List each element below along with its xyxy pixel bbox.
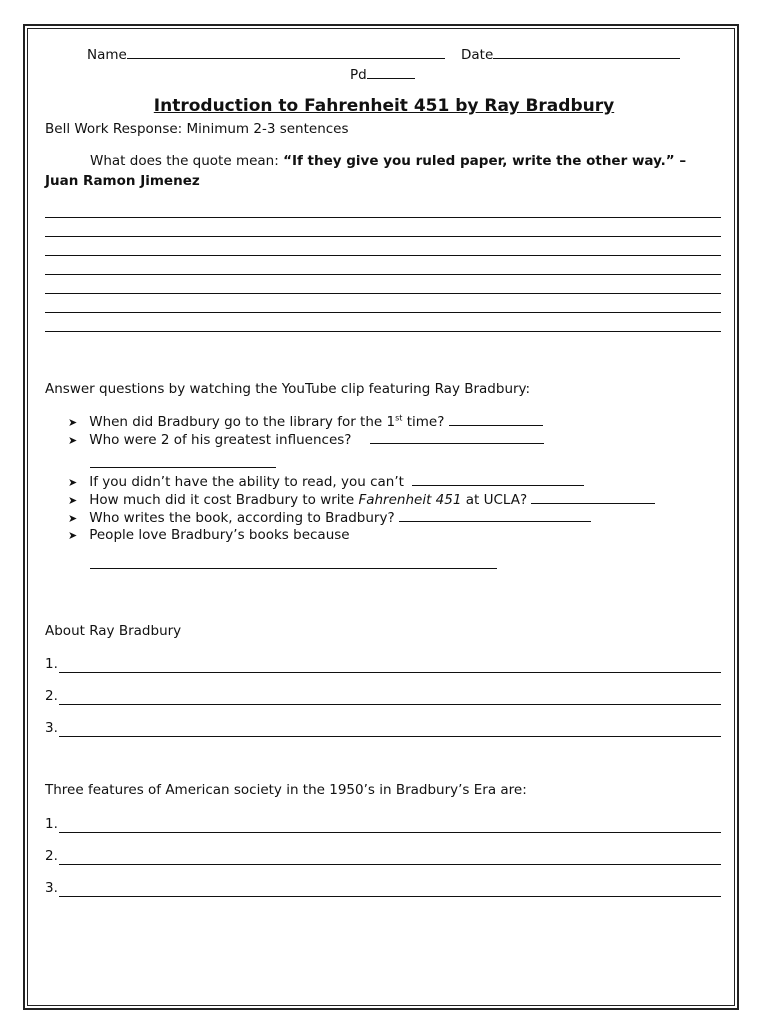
arrow-bullet-icon: ➤ — [68, 512, 78, 525]
question-item: ➤ If you didn’t have the ability to read, you can’t — [68, 472, 584, 492]
date-field[interactable] — [461, 45, 680, 64]
page-title: Introduction to Fahrenheit 451 by Ray Bradbury — [153, 96, 615, 116]
answer-blank-continued[interactable] — [90, 467, 276, 468]
answer-blank[interactable] — [449, 412, 543, 426]
answer-line[interactable] — [59, 658, 721, 673]
answer-blank[interactable] — [399, 508, 591, 522]
response-line-7[interactable] — [45, 331, 721, 332]
answer-line[interactable] — [59, 690, 721, 705]
response-line-2[interactable] — [45, 236, 721, 237]
period-label: Pd — [350, 67, 367, 83]
answer-blank[interactable] — [412, 472, 584, 486]
period-blank[interactable] — [367, 65, 415, 79]
arrow-bullet-icon: ➤ — [68, 529, 78, 542]
question-item: ➤ Who were 2 of his greatest influences? — [68, 430, 544, 450]
quote-line — [90, 152, 686, 170]
answer-line[interactable] — [59, 882, 721, 897]
answer-blank[interactable] — [370, 430, 544, 444]
name-label: Name — [87, 47, 127, 63]
arrow-bullet-icon: ➤ — [68, 476, 78, 489]
about-item-1[interactable]: 1. — [45, 655, 721, 673]
answer-line[interactable] — [59, 722, 721, 737]
period-field[interactable] — [350, 65, 415, 84]
about-heading: About Ray Bradbury — [45, 623, 182, 639]
name-field[interactable] — [87, 45, 445, 64]
arrow-bullet-icon: ➤ — [68, 434, 78, 447]
about-item-2[interactable]: 2. — [45, 687, 721, 705]
features-item-1[interactable]: 1. — [45, 815, 721, 833]
response-line-3[interactable] — [45, 255, 721, 256]
quote-author: Juan Ramon Jimenez — [45, 173, 200, 189]
answer-line[interactable] — [59, 818, 721, 833]
answer-line[interactable] — [59, 850, 721, 865]
quote-text: “If they give you ruled paper, write the other way.” – — [283, 153, 687, 169]
question-item: ➤ When did Bradbury go to the library for the 1st time? — [68, 412, 543, 432]
arrow-bullet-icon: ➤ — [68, 494, 78, 507]
date-label: Date — [461, 47, 494, 63]
about-item-3[interactable]: 3. — [45, 719, 721, 737]
video-intro: Answer questions by watching the YouTube clip featuring Ray Bradbury: — [45, 381, 531, 397]
response-line-6[interactable] — [45, 312, 721, 313]
response-line-5[interactable] — [45, 293, 721, 294]
question-item: ➤ Who writes the book, according to Bradbury? — [68, 508, 591, 528]
question-item: ➤ People love Bradbury’s books because — [68, 527, 350, 543]
features-heading: Three features of American society in the 1950’s in Bradbury’s Era are: — [45, 782, 527, 798]
answer-blank[interactable] — [531, 490, 655, 504]
response-line-4[interactable] — [45, 274, 721, 275]
date-blank[interactable] — [493, 45, 680, 59]
features-item-3[interactable]: 3. — [45, 879, 721, 897]
name-blank[interactable] — [127, 45, 445, 59]
bell-work-instruction: Bell Work Response: Minimum 2-3 sentences — [45, 121, 349, 137]
answer-blank-continued[interactable] — [90, 568, 497, 569]
quote-prompt: What does the quote mean: — [90, 153, 284, 169]
features-item-2[interactable]: 2. — [45, 847, 721, 865]
response-line-1[interactable] — [45, 217, 721, 218]
arrow-bullet-icon: ➤ — [68, 416, 78, 429]
question-item: ➤ How much did it cost Bradbury to write Fahrenheit 451 at UCLA? — [68, 490, 655, 510]
